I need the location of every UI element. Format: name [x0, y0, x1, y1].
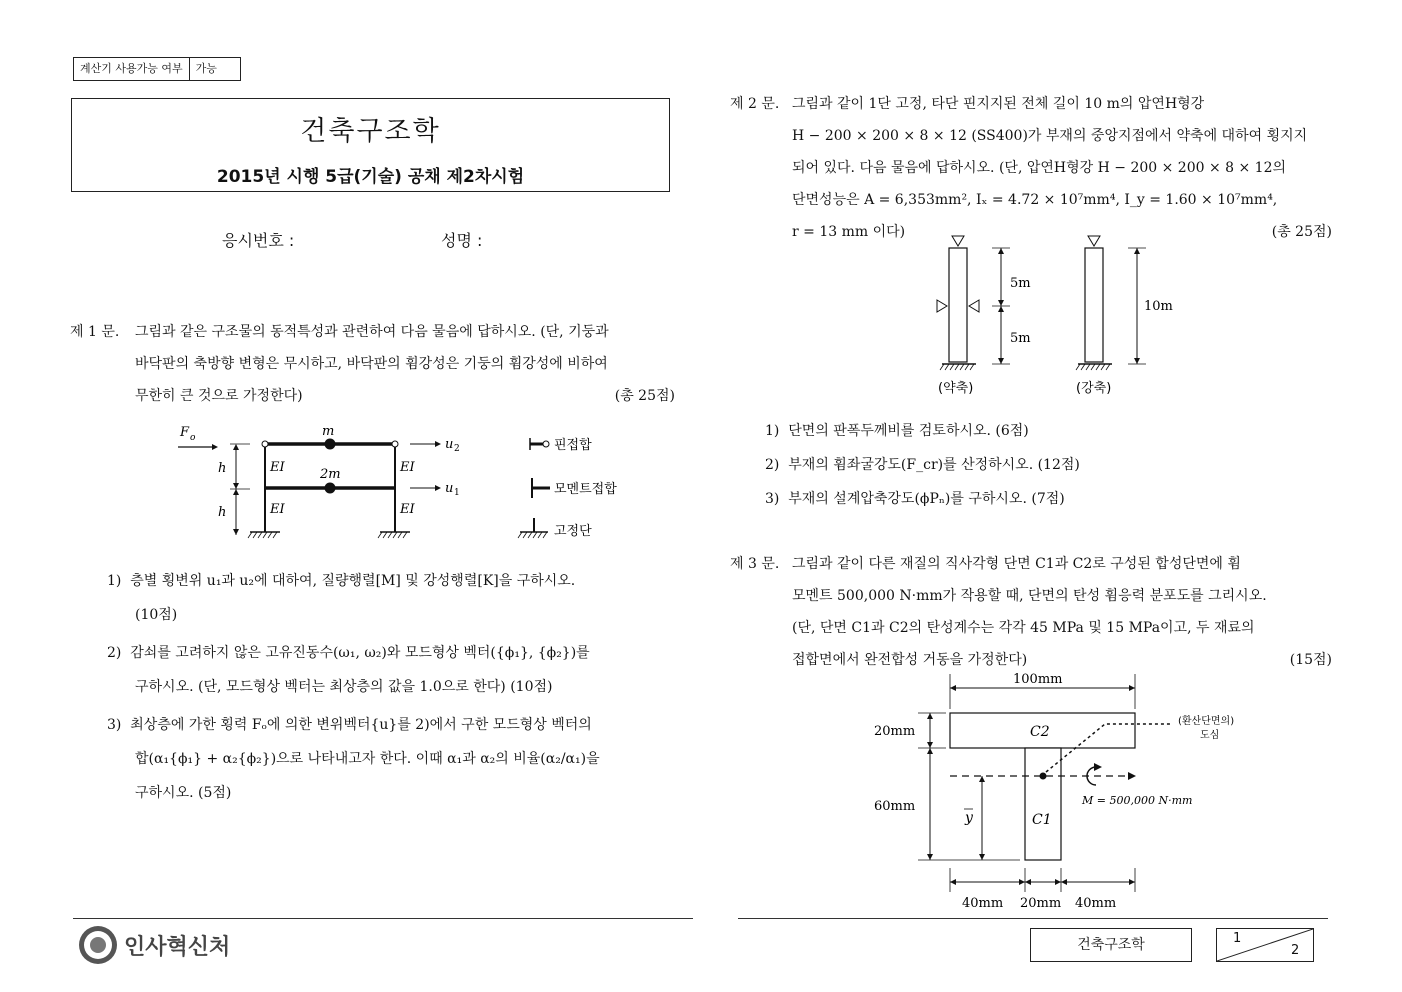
moment-label: M = 500,000 N·mm: [1082, 794, 1193, 807]
q2-score: (총 25점): [1271, 224, 1332, 240]
q1-line: 바닥판의 축방향 변형은 무시하고, 바닥판의 휨강성은 기둥의 휨강성에 비하여: [135, 356, 608, 372]
q1-line: 그림과 같은 구조물의 동적특성과 관련하여 다음 물음에 답하시오. (단, 기둥과: [135, 324, 609, 340]
ministry-seal-icon: [77, 924, 119, 966]
calculator-label: 계산기 사용가능 여부: [80, 62, 183, 75]
q1-line: 무한히 큰 것으로 가정한다) (총 25점): [135, 380, 675, 412]
q3-body: 그림과 같이 다른 재질의 직사각형 단면 C1과 C2로 구성된 합성단면에 휨 모멘트 500,000 N·mm가 작용할 때, 단면의 탄성 휨응력 분포도를 그리시오. (단, 단면 C1과 C2의 탄성계수는 각각 45 MPa 및 15 MPa이고, 두 재료의 접합면에서 완전합성 거동을 가정한다) (15점): [792, 548, 1332, 676]
svg-text:40mm: 40mm: [1075, 896, 1117, 911]
svg-text:2m: 2m: [320, 467, 341, 482]
q1-score: (총 25점): [614, 388, 675, 404]
svg-text:40mm: 40mm: [962, 896, 1004, 911]
svg-text:y: y: [965, 810, 973, 826]
svg-text:u: u: [445, 437, 454, 452]
svg-text:100mm: 100mm: [1013, 672, 1063, 687]
bottom-mass: [325, 483, 336, 494]
footer-divider-left: [73, 918, 693, 919]
q2-item-1: 1) 단면의 판폭두께비를 검토하시오. (6점): [765, 423, 1029, 439]
exam-title: 건축구조학: [300, 116, 441, 147]
h-label-bottom: h: [218, 505, 227, 520]
svg-text:10m: 10m: [1144, 299, 1173, 314]
svg-text:EI: EI: [400, 460, 415, 475]
legend-pin: 핀접합: [554, 438, 592, 453]
q2-body: 그림과 같이 1단 고정, 타단 핀지지된 전체 길이 10 m의 압연H형강 H − 200 × 200 × 8 × 12 (SS400)가 부재의 중앙지점에서 약축에 대하여 횡지지 되어 있다. 다음 물음에 답하시오. (단, 압연H형강 H − 200 × 200 × 8 × 12의 단면성능은 A = 6,353mm², Iₓ = 4.72 × 10⁷mm⁴, I_y = 1.60 × 10⁷mm⁴, r = 13 mm 이다) (총 25점): [792, 88, 1332, 248]
svg-text:EI: EI: [270, 460, 285, 475]
q2-item-2: 2) 부재의 휨좌굴강도(F_cr)를 산정하시오. (12점): [765, 457, 1080, 473]
caption-strong: (강축): [1076, 381, 1112, 396]
caption-weak: (약축): [938, 381, 974, 396]
calculator-usage-box: [73, 57, 241, 81]
legend-fixed: 고정단: [554, 524, 592, 539]
svg-text:m: m: [322, 424, 335, 439]
exam-title-box: [71, 98, 670, 192]
q3-heading: 제 3 문.: [730, 556, 780, 572]
q3-section-diagram: [860, 664, 1240, 914]
q2-item-3: 3) 부재의 설계압축강도(ϕPₙ)를 구하시오. (7점): [765, 491, 1065, 507]
q1-frame-diagram: [170, 420, 640, 550]
svg-text:C1: C1: [1032, 812, 1052, 828]
h-label-top: h: [218, 461, 227, 476]
footer-subject: 건축구조학: [1030, 928, 1192, 962]
q1-body: [135, 316, 675, 412]
q2-heading: 제 2 문.: [730, 96, 780, 112]
page-number-box: [1216, 928, 1314, 962]
svg-text:2: 2: [454, 444, 460, 454]
calculator-value: 가능: [189, 58, 240, 80]
ministry-name: 인사혁신처: [124, 935, 231, 960]
svg-text:u: u: [445, 481, 454, 496]
q3-score: (15점): [1289, 652, 1332, 668]
svg-text:5m: 5m: [1010, 331, 1031, 346]
svg-text:1: 1: [454, 488, 460, 498]
exam-subtitle: 2015년 시행 5급(기술) 공채 제2차시험: [216, 167, 525, 187]
footer-divider-right: [738, 918, 1328, 919]
centroid-dot: [1040, 773, 1047, 780]
svg-text:o: o: [190, 433, 196, 443]
svg-text:EI: EI: [270, 502, 285, 517]
q1-item-3: 3) 최상층에 가한 횡력 Fₒ에 의한 변위벡터{u}를 2)에서 구한 모드형상 벡터의: [107, 717, 592, 733]
q1-items: 1) 층별 횡변위 u₁과 u₂에 대하여, 질량행렬[M] 및 강성행렬[K]을 구하시오. (10점) 2) 감쇠를 고려하지 않은 고유진동수(ω₁, ω₂)와 모드형상 벡터({ϕ₁}, {ϕ₂})를 구하시오. (단, 모드형상 벡터는 최상층의 값을 1.0으로 한다) (10점) 3) 최상층에 가한 횡력 Fₒ에 의한 변위벡터{u}를 2)에서 구한 모드형상 벡터의 합(α₁{ϕ₁} + α₂{ϕ₂})으로 나타내고자 한다. 이때 α₁과 α₂의 비율(α₂/α₁)을 구하시오. (5점): [107, 564, 677, 810]
q2-column-diagram: [920, 232, 1190, 402]
svg-text:60mm: 60mm: [874, 799, 916, 814]
svg-text:도심: 도심: [1200, 730, 1220, 741]
svg-text:C2: C2: [1030, 724, 1050, 740]
svg-text:20mm: 20mm: [874, 724, 916, 739]
exam-number-label: 응시번호 :: [222, 231, 295, 250]
page-total: 2: [1291, 943, 1300, 958]
page-current: 1: [1233, 931, 1242, 946]
q1-heading: 제 1 문.: [70, 324, 120, 340]
fo-label: F: [180, 425, 190, 440]
svg-text:(환산단면의): (환산단면의): [1178, 716, 1235, 727]
legend-moment: 모멘트접합: [554, 482, 617, 497]
top-mass: [325, 439, 336, 450]
svg-text:5m: 5m: [1010, 276, 1031, 291]
svg-text:20mm: 20mm: [1020, 896, 1062, 911]
q1-item-1: 1) 층별 횡변위 u₁과 u₂에 대하여, 질량행렬[M] 및 강성행렬[K]을 구하시오.: [107, 573, 576, 589]
q2-items: [765, 414, 1325, 516]
name-label: 성명 :: [441, 231, 483, 250]
q1-item-2: 2) 감쇠를 고려하지 않은 고유진동수(ω₁, ω₂)와 모드형상 벡터({ϕ₁}, {ϕ₂})를: [107, 645, 590, 661]
c1-web: [1025, 748, 1061, 860]
svg-text:EI: EI: [400, 502, 415, 517]
